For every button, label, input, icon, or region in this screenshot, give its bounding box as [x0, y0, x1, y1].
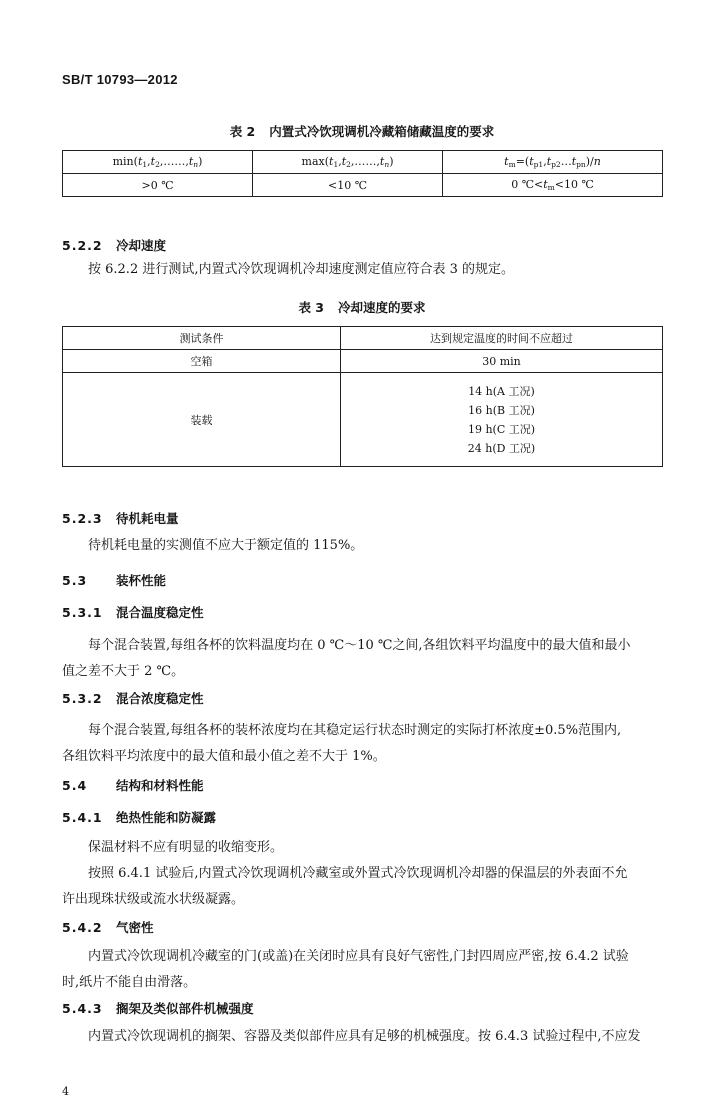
table2-header-row	[63, 151, 663, 174]
table2	[62, 150, 663, 197]
section-5-2-2-heading	[62, 236, 166, 254]
table3-row	[63, 350, 663, 373]
section-5-2-2-text: 按 6.2.2 进行测试,内置式冷饮现调机冷却速度测定值应符合表 3 的规定。	[88, 262, 515, 277]
section-5-2-3-text: 待机耗电量的实测值不应大于额定值的 115%。	[88, 538, 364, 553]
section-5-4-2-text: 内置式冷饮现调机冷藏室的门(或盖)在关闭时应具有良好气密性,门封四周应严密,按 6.4.2 试验 时,纸片不能自由滑落。	[62, 949, 629, 990]
table3-number: 表 3	[298, 300, 325, 315]
table3-condition: 装载	[63, 373, 341, 467]
page-number: 4	[62, 1085, 69, 1098]
table2-header-average: $t_m=(t_{p1},t_{p2}\dots t_{pn})/n$	[443, 151, 663, 174]
section-5-3-2-heading: 5.3.2 混合浓度稳定性	[62, 691, 204, 706]
table2-title: 内置式冷饮现调机冷藏箱储藏温度的要求	[269, 124, 495, 139]
table2-caption	[62, 122, 662, 140]
section-title: 冷却速度	[116, 238, 167, 253]
standard-code: SB/T 10793—2012	[62, 72, 178, 87]
table2-value-row	[63, 174, 663, 197]
table3-time-item: 19 h(C 工况)	[467, 422, 536, 436]
table2-value-max: <10 ℃	[253, 174, 443, 197]
section-5-4-1-text: 保温材料不应有明显的收缩变形。 按照 6.4.1 试验后,内置式冷饮现调机冷藏室或外置式冷饮现调机冷却器的保温层的外表面不允 许出现珠状级或流水状级凝露。	[62, 840, 628, 907]
section-5-4-2-heading: 5.4.2 气密性	[62, 920, 154, 935]
table3-time-item: 24 h(D 工况)	[467, 441, 536, 455]
section-5-2-3-heading: 5.2.3 待机耗电量	[62, 511, 179, 526]
section-5-4-3-text: 内置式冷饮现调机的搁架、容器及类似部件应具有足够的机械强度。按 6.4.3 试验过程中,不应发	[88, 1029, 641, 1044]
section-5-3-1-heading: 5.3.1 混合温度稳定性	[62, 605, 204, 620]
table3-time: 30 min	[341, 350, 663, 373]
table3-time-list	[341, 373, 663, 467]
section-5-3-1-text: 每个混合装置,每组各杯的饮料温度均在 0 ℃～10 ℃之间,各组饮料平均温度中的最大值和最小 值之差不大于 2 ℃。	[62, 638, 631, 679]
table2-value-average: 0 $℃<t_m<10$ ℃	[443, 174, 663, 197]
table3-time-item: 14 h(A 工况)	[468, 384, 535, 398]
section-5-4-1-heading: 5.4.1 绝热性能和防凝露	[62, 810, 217, 825]
table2-header-min: $\min(t_1,t_2,\dots\dots,t_n)$	[63, 151, 253, 174]
table3-caption	[62, 298, 662, 316]
section-number: 5.2.2	[62, 238, 103, 253]
table3-header-time: 达到规定温度的时间不应超过	[341, 327, 663, 350]
table2-value-min: >0 ℃	[63, 174, 253, 197]
table3-header-condition: 测试条件	[63, 327, 341, 350]
table3-title: 冷却速度的要求	[338, 300, 426, 315]
section-5-4-3-heading: 5.4.3 搁架及类似部件机械强度	[62, 1001, 254, 1016]
table3	[62, 326, 663, 467]
table2-header-max: $\max(t_1,t_2,\dots\dots,t_n)$	[253, 151, 443, 174]
table3-time-item: 16 h(B 工况)	[468, 403, 535, 417]
table3-header-row	[63, 327, 663, 350]
table2-number: 表 2	[229, 124, 256, 139]
section-5-3-2-text: 每个混合装置,每组各杯的装杯浓度均在其稳定运行状态时测定的实际打杯浓度±0.5%范围内, 各组饮料平均浓度中的最大值和最小值之差不大于 1%。	[62, 723, 622, 764]
table3-condition: 空箱	[63, 350, 341, 373]
section-5-3-heading: 5.3 装杯性能	[62, 573, 167, 588]
table3-row	[63, 373, 663, 467]
section-5-4-heading: 5.4 结构和材料性能	[62, 778, 204, 793]
